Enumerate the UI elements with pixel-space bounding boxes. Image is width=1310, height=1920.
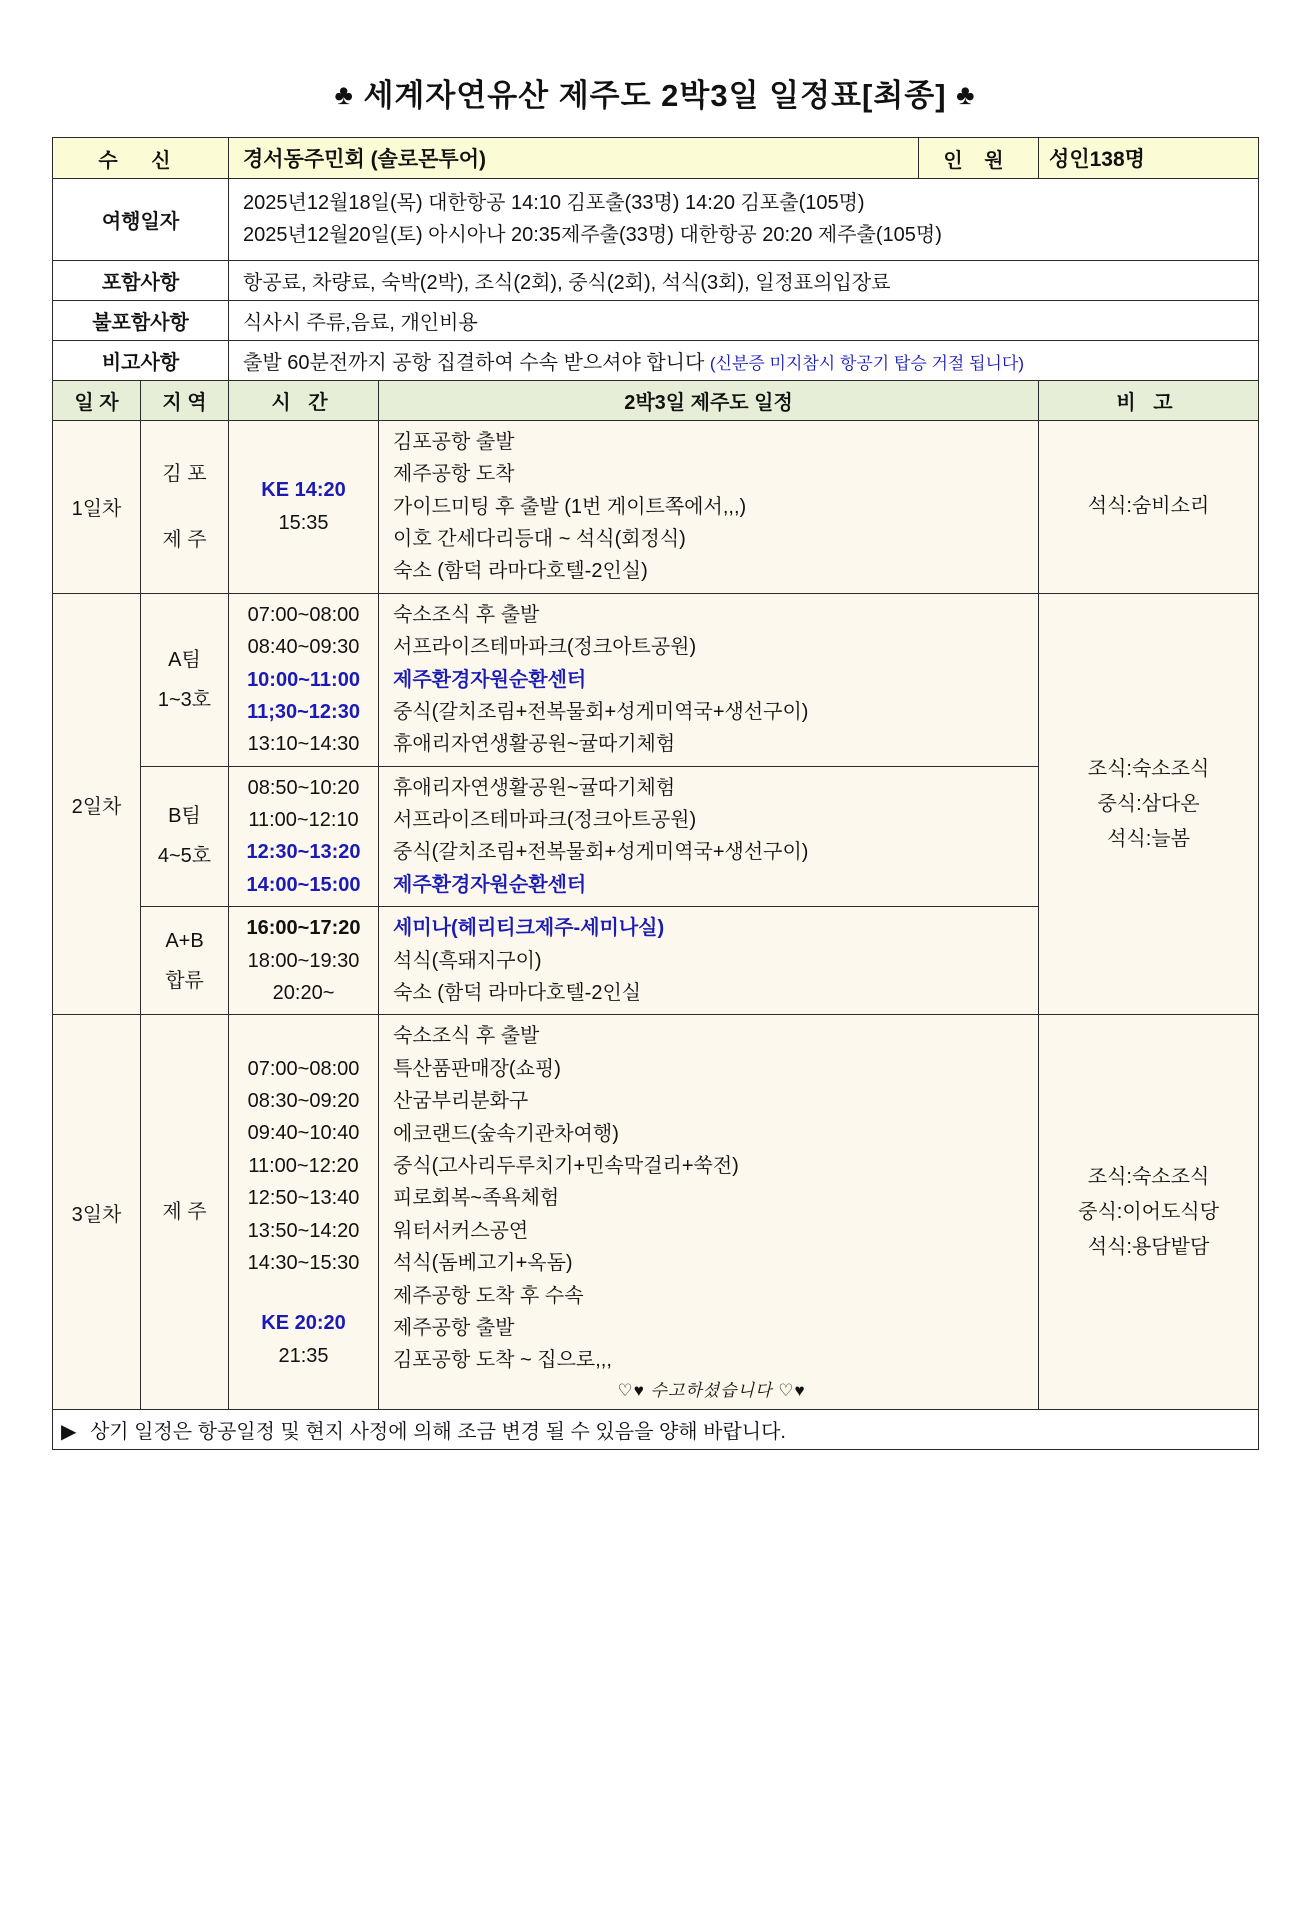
footer-text: 상기 일정은 항공일정 및 현지 사정에 의해 조금 변경 될 수 있음을 양해 바랍니다. [89, 1421, 786, 1444]
remarks-note: (신분증 미지참시 항공기 탑승 거절 됩니다) [709, 353, 1025, 373]
day3-sched-9: 제주공항 도착 후 수속 [393, 1284, 584, 1307]
day2-ab-sched-2: 석식(흑돼지구이) [393, 949, 542, 972]
excluded-row [53, 300, 1259, 340]
day2-a-sched-5: 휴애리자연생활공원~귤따기체험 [393, 733, 676, 756]
day3-sched-4: 에코랜드(숲속기관차여행) [393, 1122, 619, 1145]
included-value: 항공료, 차량료, 숙박(2박), 조식(2회), 중식(2회), 석식(3회), 일정표의입장료 [229, 260, 1259, 300]
day3-sched-6: 피로회복~족욕체험 [393, 1187, 560, 1210]
day2-note-3: 석식:늘봄 [1107, 827, 1190, 850]
day1-area-2: 제 주 [162, 528, 207, 551]
included-label: 포함사항 [53, 260, 229, 300]
clover-icon-right: ♣ [956, 79, 976, 110]
day1-area [141, 420, 229, 593]
day1-note: 석식:숨비소리 [1039, 420, 1259, 593]
remarks-row [53, 340, 1259, 380]
excluded-label: 불포함사항 [53, 300, 229, 340]
day2-b-sched-2: 서프라이즈테마파크(정크아트공원) [393, 809, 697, 832]
col-header-schedule: 2박3일 제주도 일정 [379, 380, 1039, 420]
day3-sched-7: 워터서커스공연 [393, 1219, 529, 1242]
day2-area-b-1: B팀 [168, 805, 201, 828]
col-header-time: 시 간 [229, 380, 379, 420]
day2-a-schedule [379, 593, 1039, 766]
day1-time-1: KE 14:20 [261, 479, 346, 502]
day2-ab-time-1: 16:00~17:20 [246, 917, 361, 940]
footer-marker-icon: ▶ [61, 1421, 77, 1444]
day2-b-time-3: 12:30~13:20 [246, 841, 361, 864]
day3-time-3: 09:40~10:40 [247, 1122, 360, 1145]
day2-b-sched-3: 중식(갈치조림+전복물회+성게미역국+생선구이) [393, 841, 809, 864]
remarks-value: 출발 60분전까지 공항 집결하여 수속 받으셔야 합니다 [243, 351, 705, 374]
day1-time-2: 15:35 [278, 511, 329, 534]
clover-icon-left: ♣ [334, 79, 354, 110]
recipient-value: 경서동주민회 (솔로몬투어) [229, 138, 919, 179]
day2-note-1: 조식:숙소조식 [1087, 757, 1210, 780]
column-header-row [53, 380, 1259, 420]
day2-label: 2일차 [53, 593, 141, 1015]
day2-ab-time-3: 20:20~ [272, 982, 335, 1005]
day3-time-4: 11:00~12:20 [248, 1154, 359, 1177]
col-header-day: 일 자 [53, 380, 141, 420]
day1-sched-3: 가이드미팅 후 출발 (1번 게이트쪽에서,,,) [393, 495, 747, 518]
day2-area-ab [141, 907, 229, 1015]
day2-a-time-4: 11;30~12:30 [247, 700, 360, 723]
day3-time-2: 08:30~09:20 [247, 1089, 360, 1112]
recipient-label: 수 신 [53, 138, 229, 179]
footer-note [53, 1410, 1259, 1450]
day3-time-1: 07:00~08:00 [247, 1057, 360, 1080]
footer-row [53, 1410, 1259, 1450]
day2-ab-time-2: 18:00~19:30 [247, 949, 360, 972]
day2-b-schedule [379, 766, 1039, 907]
day3-times [229, 1015, 379, 1410]
day3-time-6: 13:50~14:20 [247, 1219, 360, 1242]
day1-sched-1: 김포공항 출발 [393, 430, 515, 453]
day2-b-sched-4: 제주환경자원순환센터 [393, 873, 587, 896]
day2-area-a-2: 1~3호 [157, 688, 212, 711]
day1-times [229, 420, 379, 593]
day2-b-time-1: 08:50~10:20 [247, 776, 360, 799]
people-label: 인 원 [919, 138, 1039, 179]
day3-note-2: 중식:이어도식당 [1078, 1200, 1219, 1223]
travel-date-label: 여행일자 [53, 179, 229, 261]
day2-b-time-4: 14:00~15:00 [246, 873, 361, 896]
day3-area: 제 주 [141, 1015, 229, 1410]
day1-schedule [379, 420, 1039, 593]
day3-sched-10: 제주공항 출발 [393, 1316, 515, 1339]
day2-area-b [141, 766, 229, 907]
day2-a-time-2: 08:40~09:30 [247, 636, 360, 659]
day3-time-8: KE 20:20 [261, 1312, 346, 1335]
day1-sched-5: 숙소 (함덕 라마다호텔-2인실) [393, 560, 648, 583]
day2-area-ab-1: A+B [165, 929, 204, 952]
col-header-note: 비 고 [1039, 380, 1259, 420]
day2-a-sched-3: 제주환경자원순환센터 [393, 668, 587, 691]
day3-row [53, 1015, 1259, 1410]
day3-note-3: 석식:용담밭담 [1087, 1235, 1210, 1258]
day2-a-sched-2: 서프라이즈테마파크(정크아트공원) [393, 636, 697, 659]
day2-ab-sched-1: 세미나(헤리티크제주-세미나실) [393, 917, 665, 940]
travel-date-line-1: 2025년12월18일(목) 대한항공 14:10 김포출(33명) 14:20 김포출(105명) [243, 192, 865, 214]
day3-schedule [379, 1015, 1039, 1410]
day2-note [1039, 593, 1259, 1015]
day3-closing-message: ♡♥ 수고하셨습니다 ♡♥ [617, 1380, 806, 1400]
day2-area-ab-2: 합류 [165, 969, 204, 992]
day2-b-sched-1: 휴애리자연생활공원~귤따기체험 [393, 776, 676, 799]
day2-note-2: 중식:삼다온 [1097, 792, 1200, 815]
day2-a-time-1: 07:00~08:00 [247, 603, 360, 626]
day3-sched-8: 석식(돔베고기+옥돔) [393, 1252, 573, 1275]
day2-a-time-3: 10:00~11:00 [247, 668, 360, 691]
day3-time-7: 14:30~15:30 [247, 1251, 360, 1274]
people-value: 성인138명 [1039, 138, 1259, 179]
excluded-value: 식사시 주류,음료, 개인비용 [229, 300, 1259, 340]
day2-ab-schedule [379, 907, 1039, 1015]
day2-a-sched-1: 숙소조식 후 출발 [393, 603, 540, 626]
travel-date-row [53, 179, 1259, 261]
remarks-label: 비고사항 [53, 340, 229, 380]
day2-area-b-2: 4~5호 [157, 845, 212, 868]
remarks-value-cell [229, 340, 1259, 380]
day3-note-1: 조식:숙소조식 [1087, 1165, 1210, 1188]
col-header-area: 지 역 [141, 380, 229, 420]
day3-note [1039, 1015, 1259, 1410]
day3-sched-1: 숙소조식 후 출발 [393, 1025, 540, 1048]
travel-date-line-2: 2025년12월20일(토) 아시아나 20:35제주출(33명) 대한항공 20:20 제주출(105명) [243, 224, 942, 247]
day3-time-9: 21:35 [278, 1344, 329, 1367]
day1-sched-2: 제주공항 도착 [393, 463, 515, 486]
day3-label: 3일차 [53, 1015, 141, 1410]
day3-sched-3: 산굼부리분화구 [393, 1090, 529, 1113]
day1-area-1: 김 포 [162, 462, 207, 485]
itinerary-table [52, 137, 1259, 1450]
day1-sched-4: 이호 간세다리등대 ~ 석식(회정식) [393, 527, 686, 550]
day1-row [53, 420, 1259, 593]
page-title-text: 세계자연유산 제주도 2박3일 일정표[최종] [363, 78, 947, 113]
page-title [52, 70, 1258, 115]
day2-group-a-row [53, 593, 1259, 766]
day2-b-times [229, 766, 379, 907]
day2-a-sched-4: 중식(갈치조림+전복물회+성게미역국+생선구이) [393, 700, 809, 723]
day2-ab-times [229, 907, 379, 1015]
included-row [53, 260, 1259, 300]
day2-ab-sched-3: 숙소 (함덕 라마다호텔-2인실 [393, 982, 642, 1005]
day2-a-time-5: 13:10~14:30 [247, 733, 360, 756]
day3-sched-2: 특산품판매장(쇼핑) [393, 1057, 561, 1080]
day2-area-a-1: A팀 [168, 648, 201, 671]
day3-time-5: 12:50~13:40 [247, 1187, 360, 1210]
day3-sched-11: 김포공항 도착 ~ 집으로,,, [393, 1349, 612, 1372]
day2-b-time-2: 11:00~12:10 [248, 809, 359, 832]
day2-a-times [229, 593, 379, 766]
day1-label: 1일차 [53, 420, 141, 593]
recipient-row [53, 138, 1259, 179]
travel-date-value [229, 179, 1259, 261]
day2-area-a [141, 593, 229, 766]
day3-sched-5: 중식(고사리두루치기+민속막걸리+쑥전) [393, 1154, 739, 1177]
